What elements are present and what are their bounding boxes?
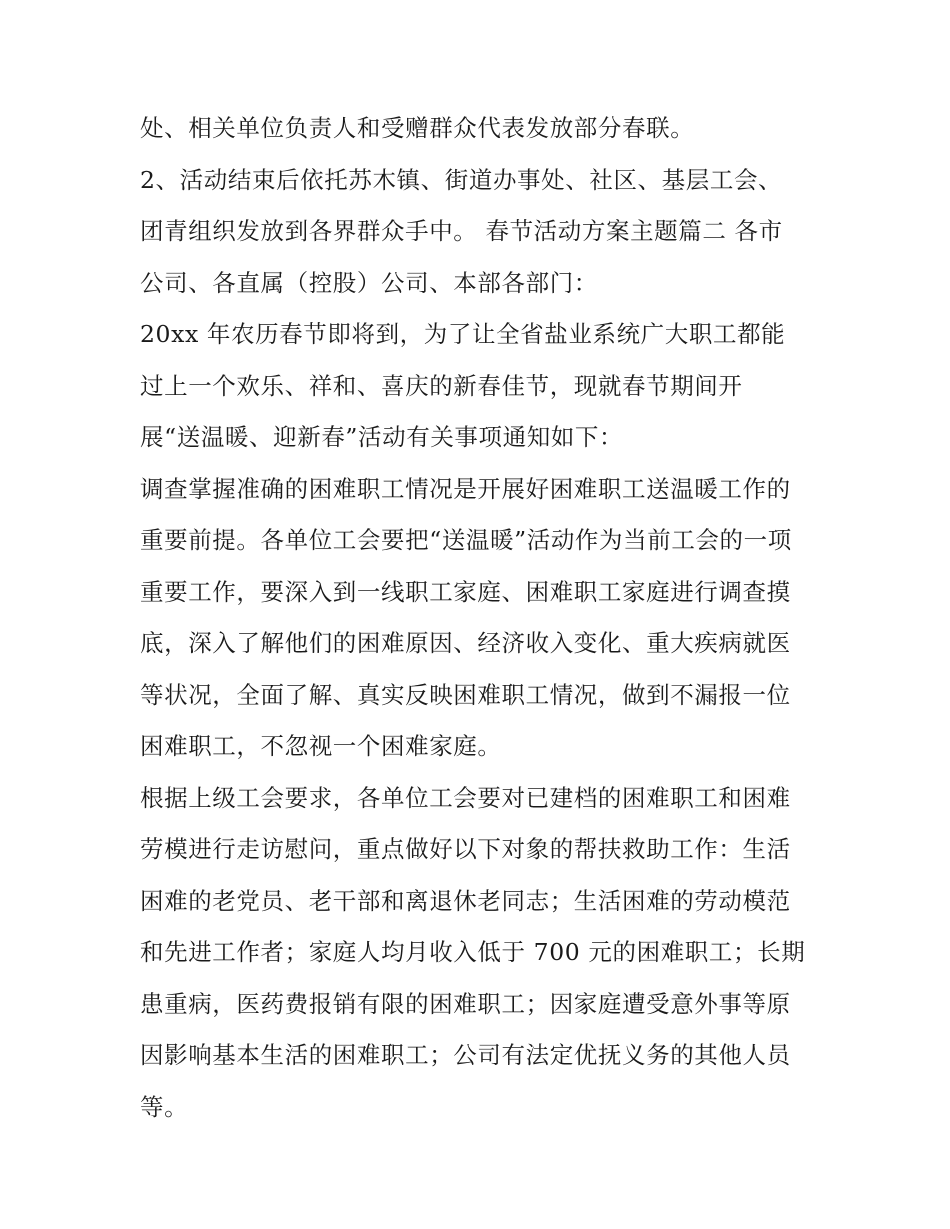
text-line: 重要工作，要深入到一线职工家庭、困难职工家庭进行调查摸	[140, 577, 791, 606]
text-line: 过上一个欢乐、祥和、喜庆的新春佳节，现就春节期间开	[140, 371, 743, 400]
text-line: 20xx 年农历春节即将到，为了让全省盐业系统广大职工都能	[140, 320, 786, 348]
text-line: 底，深入了解他们的困难原因、经济收入变化、重大疾病就医	[140, 629, 791, 657]
text-line: 展“送温暖、迎新春”活动有关事项通知如下：	[140, 423, 624, 451]
text-line: 2、活动结束后依托苏木镇、街道办事处、社区、基层工会、	[140, 165, 783, 194]
text-line: 劳模进行走访慰问，重点做好以下对象的帮扶救助工作：生活	[140, 835, 791, 863]
text-line: 因影响基本生活的困难职工；公司有法定优抚义务的其他人员	[140, 1041, 791, 1069]
text-line: 等状况，全面了解、真实反映困难职工情况，做到不漏报一位	[140, 680, 791, 709]
text-line: 困难职工，不忽视一个困难家庭。	[140, 732, 502, 760]
text-line: 团青组织发放到各界群众手中。 春节活动方案主题篇二 各市	[140, 217, 783, 245]
text-line: 困难的老党员、老干部和离退休老同志；生活困难的劳动模范	[140, 886, 791, 915]
text-line: 和先进工作者；家庭人均月收入低于 700 元的困难职工；长期	[140, 938, 806, 966]
text-line: 等。	[140, 1092, 189, 1121]
text-line: 调查掌握准确的困难职工情况是开展好困难职工送温暖工作的	[140, 474, 791, 503]
text-line: 根据上级工会要求，各单位工会要对已建档的困难职工和困难	[140, 783, 791, 812]
document-body	[140, 103, 820, 1133]
text-line: 重要前提。各单位工会要把“送温暖”活动作为当前工会的一项	[140, 526, 792, 554]
text-line: 处、相关单位负责人和受赠群众代表发放部分春联。	[140, 114, 695, 142]
text-line: 患重病，医药费报销有限的困难职工；因家庭遭受意外事等原	[140, 989, 791, 1018]
text-line: 公司、各直属（控股）公司、本部各部门：	[140, 268, 598, 297]
